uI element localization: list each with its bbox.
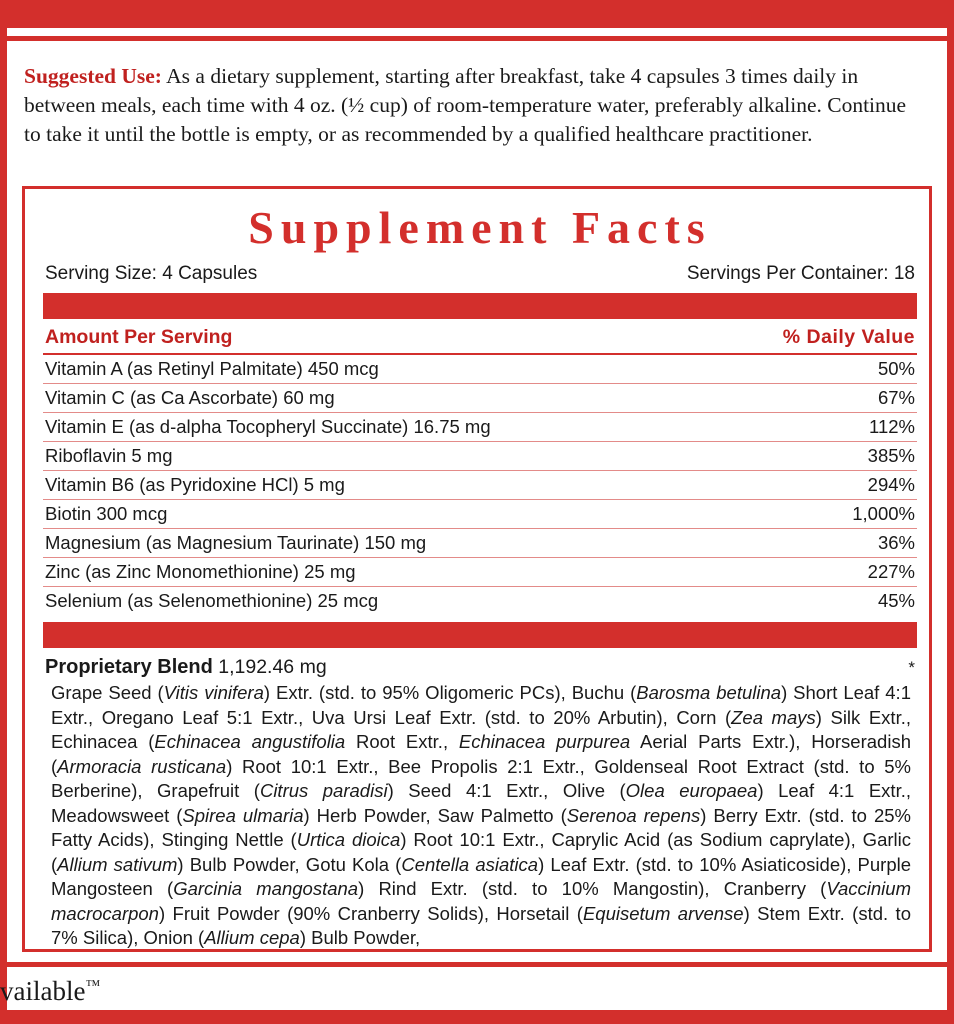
divider-thick-bottom [43,622,917,648]
table-row [43,413,917,442]
top-red-bar [0,0,954,28]
table-row [43,384,917,413]
suggested-use-label: Suggested Use: [24,64,162,88]
proprietary-blend-header [43,656,917,679]
divider-thick-top [43,293,917,319]
footer-text: vailable [0,976,86,1006]
table-header-row [43,326,917,355]
nutrient-dv: 112% [804,413,917,442]
blend-amount: 1,192.46 mg [212,656,327,678]
nutrient-name: Vitamin E (as d-alpha Tocopheryl Succinate) 16.75 mg [43,413,804,442]
blend-ingredients: Grape Seed (Vitis vinifera) Extr. (std. to 95% Oligomeric PCs), Buchu (Barosma betulina) Short Leaf 4:1 Extr., Oregano Leaf 5:1 Extr., Uva Ursi Leaf Extr. (std. to 20% Arbutin), Corn (Zea mays) Silk Extr., Echinacea (Echinacea angustifolia Root Extr., Echinacea purpurea Aerial Parts Extr.), Horseradish (Armoracia rusticana) Root 10:1 Extr., Bee Propolis 2:1 Extr., Goldenseal Root Extract (std. to 5% Berberine), Grapefruit (Citrus paradisi) Seed 4:1 Extr., Olive (Olea europaea) Leaf 4:1 Extr., Meadowsweet (Spirea ulmaria) Herb Powder, Saw Palmetto (Serenoa repens) Berry Extr. (std. to 25% Fatty Acids), Stinging Nettle (Urtica dioica) Root 10:1 Extr., Caprylic Acid (as Sodium caprylate), Garlic (Allium sativum) Bulb Powder, Gotu Kola (Centella asiatica) Leaf Extr. (std. to 10% Asiaticoside), Purple Mangosteen (Garcinia mangostana) Rind Extr. (std. to 10% Mangostin), Cranberry (Vaccinium macrocarpon) Fruit Powder (90% Cranberry Solids), Horsetail (Equisetum arvense) Stem Extr. (std. to 7% Silica), Onion (Allium cepa) Bulb Powder, [51,682,912,948]
daily-value-header: % Daily Value [782,326,915,348]
nutrient-dv: 294% [804,471,917,500]
suggested-use-paragraph [24,62,914,149]
nutrient-name: Riboflavin 5 mg [43,442,804,471]
bottom-red-rule [0,962,954,967]
table-row [43,442,917,471]
blend-dv-asterisk: * [908,658,915,677]
nutrient-dv: 67% [804,384,917,413]
table-row [43,587,917,616]
nutrient-name: Biotin 300 mcg [43,500,804,529]
nutrient-name: Magnesium (as Magnesium Taurinate) 150 mg [43,529,804,558]
table-row [43,355,917,384]
nutrient-name: Vitamin C (as Ca Ascorbate) 60 mg [43,384,804,413]
trademark-symbol: ™ [85,978,101,994]
table-row [43,471,917,500]
supplement-facts-panel [22,186,932,952]
nutrient-dv: 1,000% [804,500,917,529]
nutrient-dv: 385% [804,442,917,471]
blend-label: Proprietary Blend [45,656,213,678]
footer-wordmark [0,976,954,1007]
suggested-use-text: As a dietary supplement, starting after breakfast, take 4 capsules 3 times daily in between meals, each time with 4 oz. (½ cup) of room-temperature water, preferably alkaline. Continue to take it until the bottle is empty, or as recommended by a qualified healthcare practitioner. [24,64,907,146]
nutrient-name: Zinc (as Zinc Monomethionine) 25 mg [43,558,804,587]
supplement-facts-title: Supplement Facts [248,202,712,253]
nutrient-dv: 50% [804,355,917,384]
table-row [43,529,917,558]
nutrient-name: Vitamin A (as Retinyl Palmitate) 450 mcg [43,355,804,384]
table-row [43,558,917,587]
nutrient-name: Vitamin B6 (as Pyridoxine HCl) 5 mg [43,471,804,500]
nutrient-dv: 36% [804,529,917,558]
serving-size: Serving Size: 4 Capsules [45,263,258,284]
table-row [43,500,917,529]
nutrient-name: Selenium (as Selenomethionine) 25 mcg [45,590,379,611]
blend-title [45,656,327,679]
nutrient-dv: 45% [877,590,915,611]
bottom-red-bar [0,1010,954,1024]
servings-per-container: Servings Per Container: 18 [686,263,915,284]
amount-per-serving-header: Amount Per Serving [45,326,233,348]
nutrients-table [43,355,917,615]
right-red-edge [947,0,954,1024]
left-red-edge [0,0,7,1024]
serving-info-row [43,263,917,285]
top-red-rule [0,36,954,41]
nutrient-dv: 227% [804,558,917,587]
